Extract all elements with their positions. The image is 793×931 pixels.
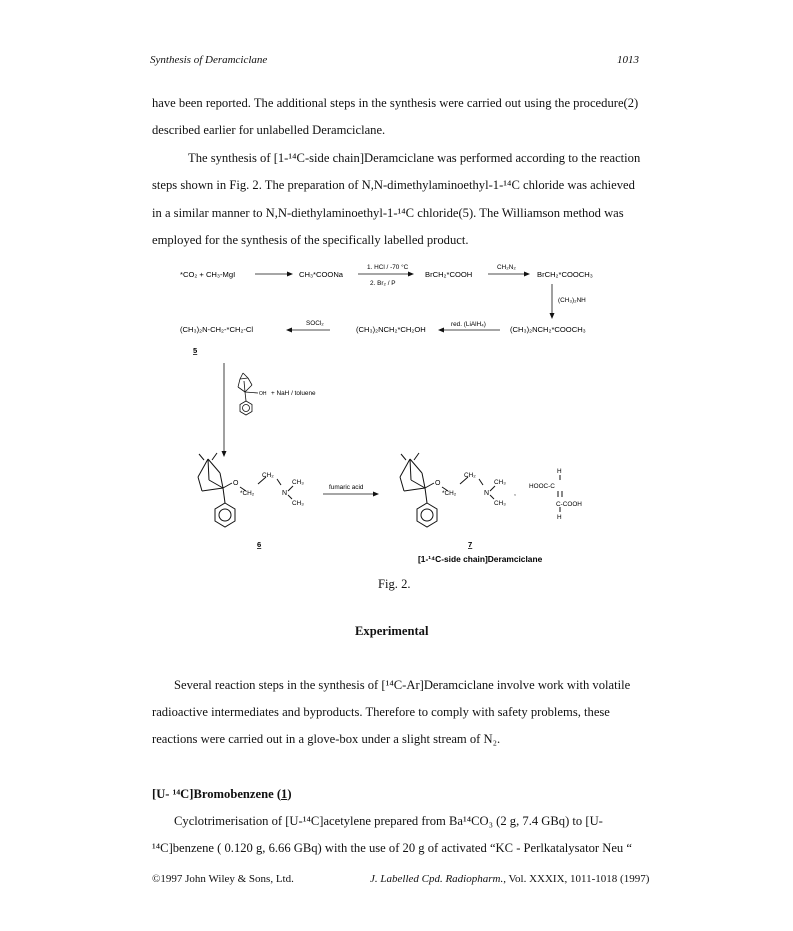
citation [370,873,649,885]
scheme-cond: (CH₃)₂NH [558,297,586,304]
paragraph-line: ¹⁴C]benzene ( 0.120 g, 6.66 GBq) with the use of 20 g of activated “KC - Perlkatalysator Neu “ [152,841,632,855]
citation-volume: , Vol. XXXIX, 1011-1018 (1997) [503,873,650,885]
paragraph-line: radioactive intermediates and byproducts. Therefore to comply with safety problems, these [152,705,610,719]
oxygen-label: O [435,480,441,487]
paragraph-line: have been reported. The additional steps in the synthesis were carried out using the procedure(2) [152,96,639,110]
scheme-cond: CH₂N₂ [497,264,516,271]
compound-7-label: 7 [468,540,473,549]
scheme-ester: BrCH₂*COOCH₃ [537,270,593,279]
bicyclic-alcohol-structure [238,373,258,415]
hooc-label: HOOC-C [529,483,555,490]
reaction-scheme [0,255,793,575]
h-label: H [557,468,562,475]
nitrogen-label: N [282,490,288,497]
scheme-co2: *CO₂ + CH₃-MgI [180,270,236,279]
ch3-label: CH₃ [292,479,304,486]
ch3-label: CH₃ [292,500,304,507]
ch2-label: *CH₂ [240,490,255,497]
scheme-acetate: CH₃*COONa [299,270,344,279]
arrow-head [550,313,555,319]
scheme-alcohol: (CH₃)₂NCH₂*CH₂OH [356,325,426,334]
separator-dot: , [514,490,516,497]
h-label: H [557,514,562,521]
scheme-cond: SOCl₂ [306,320,324,327]
cooh-label: C-COOH [556,501,582,508]
copyright: ©1997 John Wiley & Sons, Ltd. [152,873,294,885]
ch3-label: CH₃ [494,479,506,486]
scheme-aminoester: (CH₃)₂NCH₂*COOCH₃ [510,325,586,334]
scheme-cond: 2. Br₂ / P [370,280,396,287]
compound-1-label: 1 [281,787,288,801]
arrow-head [438,328,444,333]
scheme-cond: + NaH / toluene [271,390,316,397]
product-name-label: [1-¹⁴C-side chain]Deramciclane [418,554,543,564]
scheme-cond: 1. HCl / -70 °C [367,264,409,271]
arrow-head [222,451,227,457]
oh-label: OH [259,391,267,397]
running-title: Synthesis of Deramciclane [150,54,268,66]
arrow-head [286,328,292,333]
compound-5-label: 5 [193,346,198,355]
page-number: 1013 [617,54,639,66]
arrow-head [408,272,414,277]
paragraph-line: employed for the synthesis of the specifically labelled product. [152,233,469,247]
paragraph-line: reactions were carried out in a glove-box under a slight stream of N₂. [152,732,501,746]
paragraph-line: Cyclotrimerisation of [U-¹⁴C]acetylene prepared from Ba¹⁴CO₃ (2 g, 7.4 GBq) to [U- [174,814,603,828]
paragraph-line: described earlier for unlabelled Deramciclane. [152,123,386,137]
oxygen-label: O [233,480,239,487]
arrow-head [524,272,530,277]
section-heading: Experimental [355,624,429,638]
paragraph-line: The synthesis of [1-¹⁴C-side chain]Deramciclane was performed according to the reaction [188,151,641,165]
figure-caption: Fig. 2. [378,577,411,591]
compound-7-structure [400,453,562,527]
scheme-cond: fumaric acid [329,484,364,491]
subsection-heading-text: [U- ¹⁴C]Bromobenzene ( [152,787,282,801]
paragraph-line: steps shown in Fig. 2. The preparation of N,N-dimethylaminoethyl-1-¹⁴C chloride was achieved [152,178,635,192]
citation-journal: J. Labelled Cpd. Radiopharm. [370,873,504,885]
compound-6-label: 6 [257,540,262,549]
ch3-label: CH₃ [494,500,506,507]
paragraph-line: Several reaction steps in the synthesis of [¹⁴C-Ar]Deramciclane involve work with volatile [174,678,631,692]
scheme-chloride: (CH₃)₂N-CH₂-*CH₂-Cl [180,325,254,334]
ch2-label: CH₂ [464,472,476,479]
paragraph-line: in a similar manner to N,N-diethylaminoethyl-1-¹⁴C chloride(5). The Williamson method was [152,206,624,220]
scheme-cond: red. (LiAlH₄) [451,321,486,328]
ch2-label: *CH₂ [442,490,457,497]
subsection-heading-close: ) [287,787,292,801]
scheme-bromoacid: BrCH₂*COOH [425,270,473,279]
arrow-head [287,272,293,277]
arrow-head [373,492,379,497]
nitrogen-label: N [484,490,490,497]
ch2-label: CH₂ [262,472,274,479]
subsection-heading [152,786,292,802]
